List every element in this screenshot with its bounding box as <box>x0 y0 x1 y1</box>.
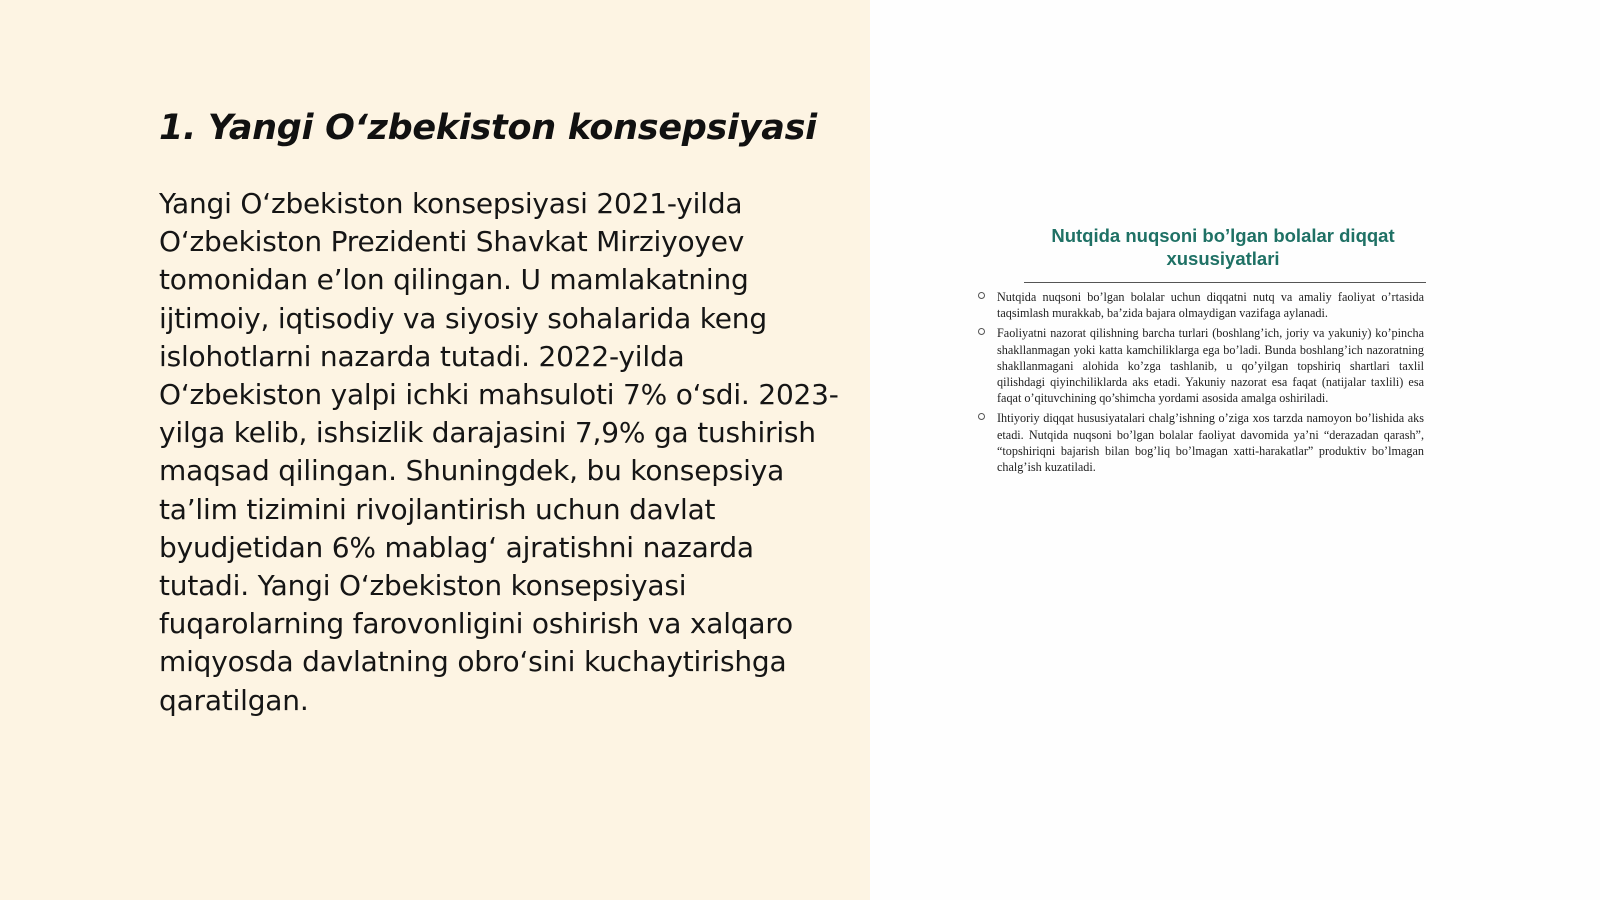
hollow-circle-bullet-icon <box>978 328 985 335</box>
slide-body-text: Yangi O‘zbekiston konsepsiyasi 2021-yilda O‘zbekiston Prezidenti Shavkat Mirziyoyev tomonidan e’lon qilingan. U mamlakatning ijtimoiy, iqtisodiy va siyosiy sohalarida keng islohotlarni nazarda tutadi. 2022-yilda O‘zbekiston yalpi ichki mahsuloti 7% o‘sdi. 2023-yilga kelib, ishsizlik darajasini 7,9% ga tushirish maqsad qilingan. Shuningdek, bu konsepsiya ta’lim tizimini rivojlantirish uchun davlat byudjetidan 6% mablag‘ ajratishni nazarda tutadi. Yangi O‘zbekiston konsepsiyasi fuqarolarning farovonligini oshirish va xalqaro miqyosda davlatning obro‘sini kuchaytirishga qaratilgan. <box>159 187 839 717</box>
document-image-list <box>978 289 1424 479</box>
hollow-circle-bullet-icon <box>978 413 985 420</box>
slide-title: 1. Yangi O‘zbekiston konsepsiyasi <box>159 108 817 148</box>
list-item-text: Ihtiyoriy diqqat hususiyatalari chalg’ishning o’ziga xos tarzda namoyon bo’lishida aks etadi. Nutqida nuqsoni bo’lgan bolalar faoliyat davomida ya’ni “derazadan qarash”, “topshiriqni bajarish bilan bog’liq bo’lmagan xatti-harakatlar” produktiv bo’lmagan chalg’ish kuzatiladi. <box>997 411 1424 475</box>
list-item <box>978 289 1424 321</box>
document-image-divider <box>1024 282 1426 283</box>
list-item <box>978 410 1424 475</box>
list-item-text: Nutqida nuqsoni bo’lgan bolalar uchun diqqatni nutq va amaliy faoliyat o’rtasida taqsimlash murakkab, ba’zida bajara olmaydigan vazifaga aylanadi. <box>997 290 1424 321</box>
document-image-title: Nutqida nuqsoni bo’lgan bolalar diqqat xususiyatlari <box>1051 225 1395 269</box>
list-item <box>978 325 1424 406</box>
list-item-text: Faoliyatni nazorat qilishning barcha turlari (boshlang’ich, joriy va yakuniy) ko’pincha shakllanmagan yoki katta kamchiliklarga ega bo’ladi. Bunda boshlang’ich nazoratning shakllanmagani alohida ko’zga tashlanib, u qo’yilgan topshiriq shartlari taxlil qilishdagi qiyinchiliklarda aks etadi. Yakuniy nazorat esa faqat (natijalar taxlili) esa faqat o’qituvchining qo’shimcha yordami asosida amalga oshiriladi. <box>997 326 1424 406</box>
hollow-circle-bullet-icon <box>978 292 985 299</box>
